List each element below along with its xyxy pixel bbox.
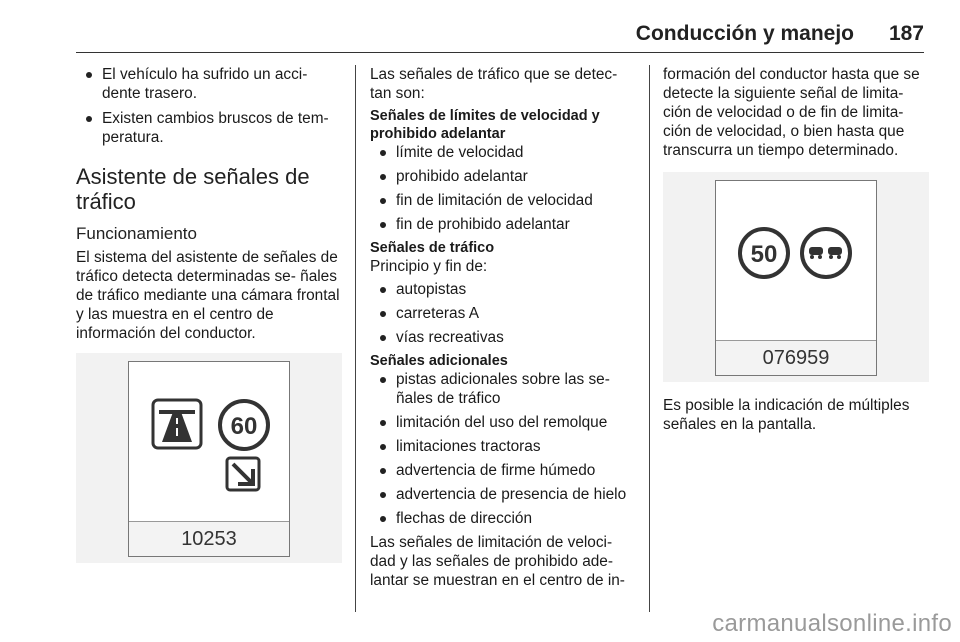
additional-sign-list (370, 370, 638, 528)
sign-graphics (716, 181, 876, 341)
section-heading: Asistente de señales de tráfico (76, 164, 310, 214)
list-item: fin de prohibido adelantar (370, 215, 638, 234)
column-3 (663, 65, 929, 438)
list-item: carreteras A (370, 304, 638, 323)
group-title: Señales adicionales (370, 353, 508, 369)
display-odometer: 076959 (716, 340, 876, 375)
closing-paragraph: Las señales de limitación de veloci- dad y las señales de prohibido ade- lantar se muestran en el centro de in- (370, 534, 625, 589)
continuation-paragraph: formación del conductor hasta que se detecte la siguiente señal de limita- ción de velocidad o de fin de limita- ción de velocidad, o bien hasta que transcurra un tiempo determinado. (663, 66, 920, 159)
sign-graphics (129, 362, 289, 522)
page-number: 187 (888, 22, 924, 45)
list-item: Existen cambios bruscos de tem- peratura. (76, 109, 342, 147)
driver-info-display (715, 180, 877, 376)
list-item: advertencia de presencia de hielo (370, 485, 638, 504)
list-item: limitaciones tractoras (370, 437, 638, 456)
list-item: El vehículo ha sufrido un acci- dente trasero. (76, 65, 342, 103)
list-item: vías recreativas (370, 328, 638, 347)
subsection-heading: Funcionamiento (76, 224, 197, 243)
column-1 (76, 65, 342, 563)
speed-limit-number: 50 (750, 241, 778, 268)
no-overtaking-sign-icon (802, 229, 850, 277)
column-divider (355, 65, 356, 612)
group-title: Señales de límites de velocidad y prohibido adelantar (370, 108, 600, 142)
driver-info-display (128, 361, 290, 557)
column-divider (649, 65, 650, 612)
group-title: Señales de tráfico (370, 240, 495, 256)
list-item: fin de limitación de velocidad (370, 191, 638, 210)
list-item: prohibido adelantar (370, 167, 638, 186)
intro-text: Las señales de tráfico que se detec- tan son: (370, 66, 618, 102)
column-2 (370, 65, 638, 594)
speed-sign-list (370, 143, 638, 234)
body-paragraph: El sistema del asistente de señales de tráfico detecta determinadas se- ñales de tráfico mediante una cámara frontal y las muestra en el centro de información del conductor. (76, 249, 340, 342)
list-item: advertencia de firme húmedo (370, 461, 638, 480)
road-sign-list (370, 280, 638, 347)
speed-limit-number: 60 (230, 413, 258, 440)
motorway-sign-icon (153, 400, 201, 448)
display-illustration-2 (663, 172, 929, 382)
display-odometer: 10253 (129, 521, 289, 556)
display-illustration-1 (76, 353, 342, 563)
group-intro: Principio y fin de: (370, 258, 488, 275)
watermark: carmanualsonline.info (712, 610, 952, 637)
list-item: flechas de dirección (370, 509, 638, 528)
page-header (76, 22, 924, 53)
list-item: límite de velocidad (370, 143, 638, 162)
list-item: limitación del uso del remolque (370, 413, 638, 432)
list-item: pistas adicionales sobre las se- ñales de tráfico (370, 370, 638, 408)
intro-bullet-list (76, 65, 342, 147)
section-title: Conducción y manejo (635, 22, 854, 45)
list-item: autopistas (370, 280, 638, 299)
note-paragraph: Es posible la indicación de múltiples señales en la pantalla. (663, 397, 910, 433)
direction-arrow-sign-icon (227, 458, 259, 490)
